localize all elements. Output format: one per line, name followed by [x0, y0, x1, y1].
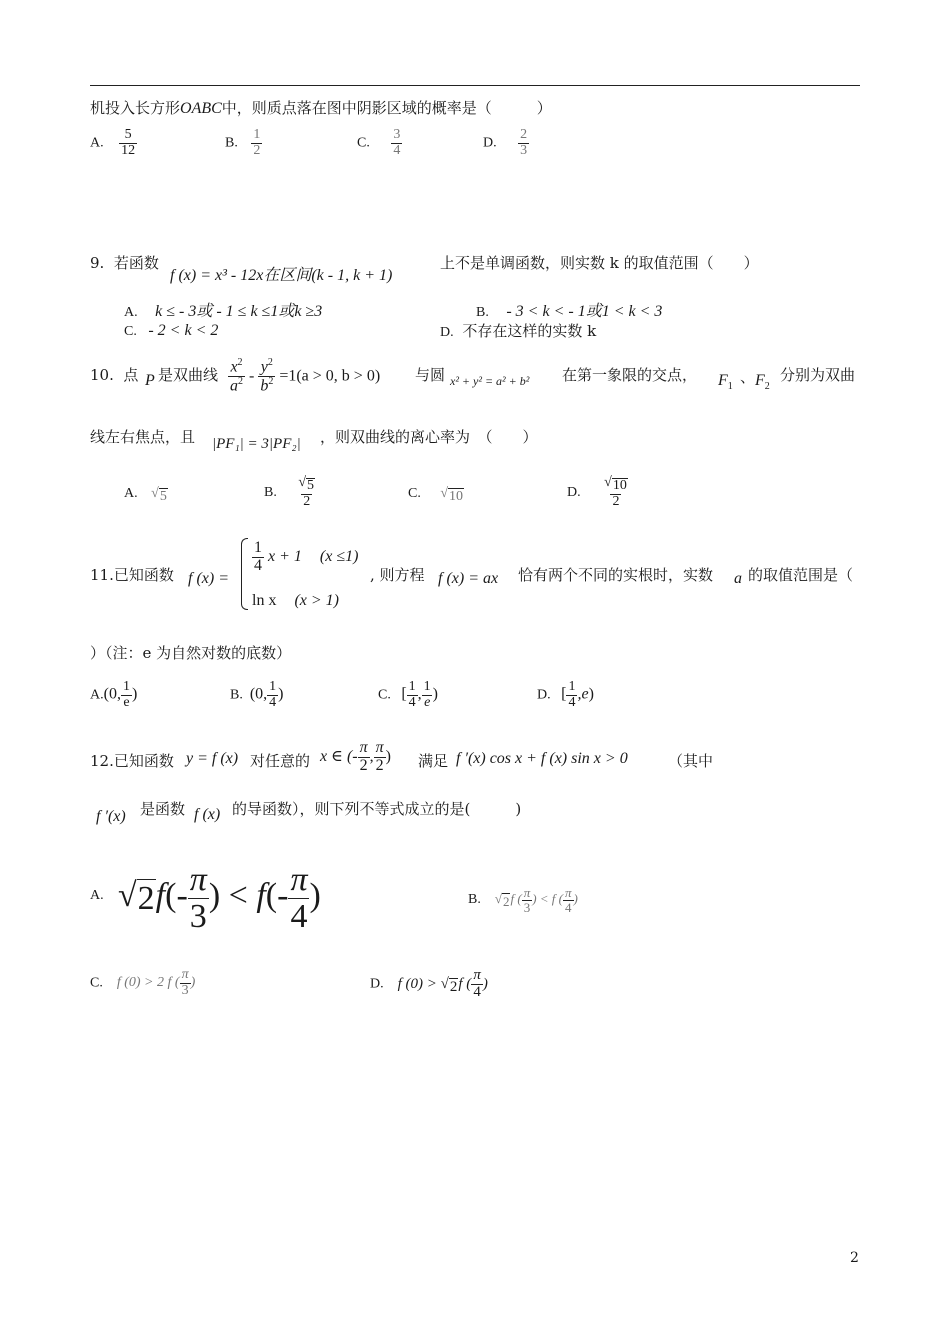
- option-label: C.: [357, 135, 370, 151]
- var-x: x: [230, 358, 238, 376]
- domain-start: x ∈ (-: [320, 747, 358, 765]
- denominator: 2: [375, 756, 384, 774]
- option-label: A.: [90, 135, 104, 151]
- q10-hyperbola: $\frac{x^2}{a^2}$ - $\frac{y^2}{b^2}$ =1(a > 0, b > 0): [230, 357, 381, 395]
- q10-option-a[interactable]: [124, 486, 168, 505]
- question-number: 9.: [90, 254, 105, 272]
- q12-option-a[interactable]: √ 2 f(- $\frac{\pi}{3}$ ) < f(- $\frac{\pi}{4}$ ): [118, 861, 321, 935]
- q9-option-b[interactable]: [476, 298, 662, 321]
- pi: π: [189, 861, 207, 898]
- fraction: [518, 128, 529, 158]
- q8-stem-text-2: 中，则质点落在图中阴影区域的概率是（ ）: [221, 99, 552, 117]
- option-value: k ≤ - 3或 - 1 ≤ k ≤1或k ≥3: [155, 303, 323, 320]
- q8-stem: [90, 97, 552, 118]
- q12-line2-text: 是函数: [140, 800, 186, 818]
- q8-option-c[interactable]: [357, 128, 402, 158]
- option-label: B.: [468, 892, 481, 908]
- option-label: C.: [90, 975, 103, 991]
- option-label: B.: [264, 484, 277, 500]
- var-f: F: [718, 372, 728, 389]
- q11-option-b[interactable]: B. (0, $\frac{1}{4}$ ): [230, 679, 284, 710]
- fraction: $\frac{y^2}{b^2}$: [260, 357, 274, 395]
- option-label: C.: [408, 486, 421, 501]
- pi: π: [290, 861, 308, 898]
- radicand: 10: [612, 478, 627, 493]
- q11-post2: 的取值范围是（: [748, 566, 854, 584]
- option-label: D.: [483, 135, 497, 151]
- q11-option-a[interactable]: A.(0, $\frac{1}{e}$ ): [90, 679, 138, 710]
- denominator: 2: [612, 493, 620, 509]
- fraction: √ 10 2: [604, 475, 627, 509]
- case-2-cond: (x > 1): [294, 592, 340, 609]
- option-label: A.: [90, 888, 104, 903]
- q10-focus-1: $F_1$: [718, 372, 733, 393]
- q10-text: 点: [123, 366, 139, 384]
- q11-fx: f (x) =: [188, 570, 229, 587]
- q10-text-5: 分别为双曲: [780, 366, 856, 384]
- option-label: A.: [90, 687, 104, 703]
- q10-circle: x² + y² = a² + b²: [450, 374, 530, 388]
- q10-text-2: 是双曲线: [158, 366, 219, 384]
- pi: π: [359, 739, 368, 756]
- sqrt: √ 2: [118, 876, 155, 917]
- var-f: F: [755, 372, 765, 389]
- option-label: A.: [124, 305, 138, 320]
- q8-stem-text: 机投入长方形: [90, 99, 181, 117]
- fraction: [251, 128, 262, 158]
- q12-option-a-label: [90, 888, 104, 904]
- fraction: [188, 862, 209, 934]
- var-a: a: [230, 377, 238, 395]
- radicand: 5: [159, 489, 167, 504]
- fraction: $\frac{1}{4}$: [568, 679, 576, 710]
- q12-text-3: 满足: [418, 752, 449, 770]
- q12-text-4: （其中: [668, 752, 714, 770]
- radicand: 5: [307, 478, 315, 493]
- q11-option-c[interactable]: C. [ $\frac{1}{4}$ , $\frac{1}{e}$ ): [378, 679, 438, 710]
- q12-option-b[interactable]: B. √ 2 f ( $\frac{\pi}{3}$ ) < f ( $\frac{\pi}{4}$ ): [468, 885, 578, 915]
- option-label: D.: [370, 976, 384, 992]
- fraction: $\frac{\pi}{3}$: [181, 967, 189, 998]
- q11-pre: 已知函数: [113, 566, 174, 584]
- case-1-expr: x + 1: [268, 547, 302, 565]
- fraction: $\frac{1}{4}$: [408, 679, 416, 710]
- q12-function: y = f (x): [186, 750, 239, 767]
- q10-option-b[interactable]: [264, 476, 317, 509]
- option-label: C.: [378, 687, 391, 703]
- q10-text-3: 与圆: [415, 366, 446, 384]
- q9-stem: [90, 252, 159, 273]
- fraction: $\frac{x^2}{a^2}$: [230, 357, 243, 395]
- q11-case-2: [252, 592, 339, 610]
- fraction: [374, 740, 386, 775]
- denominator: 2: [253, 142, 261, 158]
- q9-option-d[interactable]: [440, 320, 596, 341]
- denominator: 2: [303, 493, 311, 509]
- option-label: D.: [440, 325, 454, 340]
- option-label: B.: [225, 135, 238, 151]
- hyperbola-conditions: =1(a > 0, b > 0): [279, 367, 381, 385]
- option-value: 不存在这样的实数 k: [462, 322, 597, 340]
- fraction: $\frac{\pi}{3}$: [523, 885, 531, 915]
- q11-equation: f (x) = ax: [438, 570, 499, 587]
- q11-var-a: a: [734, 570, 742, 587]
- var-y: y: [260, 358, 268, 376]
- fraction: $\frac{1}{e}$: [122, 679, 130, 710]
- fraction: $\frac{1}{4}$: [269, 679, 277, 710]
- q9-pre: 若函数: [113, 254, 159, 272]
- q11-stem: [90, 564, 174, 585]
- q11-brace: [241, 538, 248, 610]
- denominator: 4: [393, 142, 401, 158]
- q12-option-d[interactable]: D. f (0) > √ 2 f ( $\frac{\pi}{4}$ ): [370, 967, 488, 1000]
- numerator: 5: [124, 127, 132, 142]
- q8-rect-name: OABC: [180, 100, 222, 117]
- q11-line2: ）（注：e 为自然对数的底数）: [90, 644, 292, 662]
- page-number: 2: [850, 1250, 859, 1266]
- pi: π: [375, 739, 384, 756]
- q9-post: 上不是单调函数，则实数 k 的取值范围（ ）: [440, 254, 759, 272]
- denominator: 3: [189, 897, 207, 935]
- q10-text-4: 在第一象限的交点，: [562, 366, 698, 384]
- q10-point-p: P: [145, 372, 155, 389]
- q10-stem: [90, 364, 138, 385]
- numerator: 1: [253, 127, 261, 142]
- option-label: A.: [124, 486, 138, 501]
- q12-text-2: 对任意的: [250, 752, 311, 770]
- question-number: 10.: [90, 366, 114, 384]
- q12-fx: f (x): [194, 806, 221, 823]
- q8-option-b[interactable]: [225, 128, 262, 158]
- radicand: 10: [449, 489, 464, 504]
- option-value: - 3 < k < - 1或1 < k < 3: [506, 303, 663, 320]
- q8-option-a[interactable]: [90, 128, 137, 158]
- q10-option-c[interactable]: [408, 486, 464, 505]
- fraction: [358, 740, 370, 775]
- q10-line2-post: ，则双曲线的离心率为 （ ）: [320, 428, 538, 446]
- option-label: B.: [476, 305, 489, 320]
- q10-condition: |PF₁| = 3|PF₂|: [212, 436, 301, 452]
- denominator: 2: [359, 756, 368, 774]
- q11-post: 恰有两个不同的实根时，实数: [518, 566, 714, 584]
- fraction: $\frac{\pi}{4}$: [473, 967, 481, 1000]
- denominator: 4: [290, 897, 308, 935]
- option-label: B.: [230, 687, 243, 703]
- fraction: $\frac{1}{e}$: [423, 679, 431, 710]
- var-b: b: [260, 377, 269, 395]
- q10-focus-2: $F_2$: [755, 372, 770, 393]
- q9-function: f (x) = x³ - 12x在区间(k - 1, k + 1): [170, 267, 393, 284]
- q12-inequality: f ′(x) cos x + f (x) sin x > 0: [456, 750, 628, 767]
- numerator: 3: [393, 127, 401, 142]
- q12-stem: [90, 750, 174, 771]
- q10-line2: 线左右焦点，且: [90, 428, 196, 446]
- option-label: D.: [537, 687, 551, 703]
- q11-mid: , 则方程: [370, 566, 425, 584]
- top-rule: [90, 85, 860, 86]
- fraction: $\frac{\pi}{4}$: [565, 885, 572, 915]
- q11-option-d[interactable]: D. [ $\frac{1}{4}$ ,e): [537, 679, 594, 710]
- q12-option-c[interactable]: C. f (0) > 2 f ( $\frac{\pi}{3}$ ): [90, 967, 196, 998]
- denominator: 12: [121, 142, 136, 158]
- denominator: 4: [254, 556, 262, 574]
- q12-line2-text-2: 的导函数），则下列不等式成立的是( ): [232, 800, 522, 818]
- case-2-expr: ln x: [252, 592, 277, 609]
- fraction: [252, 540, 264, 575]
- fraction: √ 5 2: [298, 475, 315, 509]
- q12-domain: x ∈ (- $\frac{\pi}{2}$ , $\frac{\pi}{2}$ ): [320, 739, 391, 774]
- fraction: [119, 128, 137, 158]
- fraction: [391, 128, 402, 158]
- q8-option-d[interactable]: [483, 128, 529, 158]
- option-label: D.: [567, 484, 581, 500]
- option-label: C.: [124, 324, 137, 339]
- question-number: 12.: [90, 752, 114, 770]
- numerator: 2: [520, 127, 528, 142]
- fraction: [288, 862, 309, 934]
- q9-option-c[interactable]: [124, 322, 218, 340]
- numerator: 1: [254, 539, 262, 556]
- q12-derivative: f ′(x): [96, 808, 126, 825]
- q9-option-a[interactable]: [124, 298, 322, 321]
- q11-case-1: [252, 540, 358, 575]
- sqrt: √ 10: [440, 486, 464, 504]
- q12-pre: 已知函数: [113, 752, 174, 770]
- sqrt: √ 5: [151, 486, 167, 504]
- option-value: - 2 < k < 2: [148, 322, 219, 339]
- denominator: 3: [520, 142, 528, 158]
- q10-option-d[interactable]: [567, 476, 630, 509]
- separator: 、: [740, 368, 756, 386]
- question-number: 11.: [90, 566, 114, 584]
- case-1-cond: (x ≤1): [319, 547, 359, 565]
